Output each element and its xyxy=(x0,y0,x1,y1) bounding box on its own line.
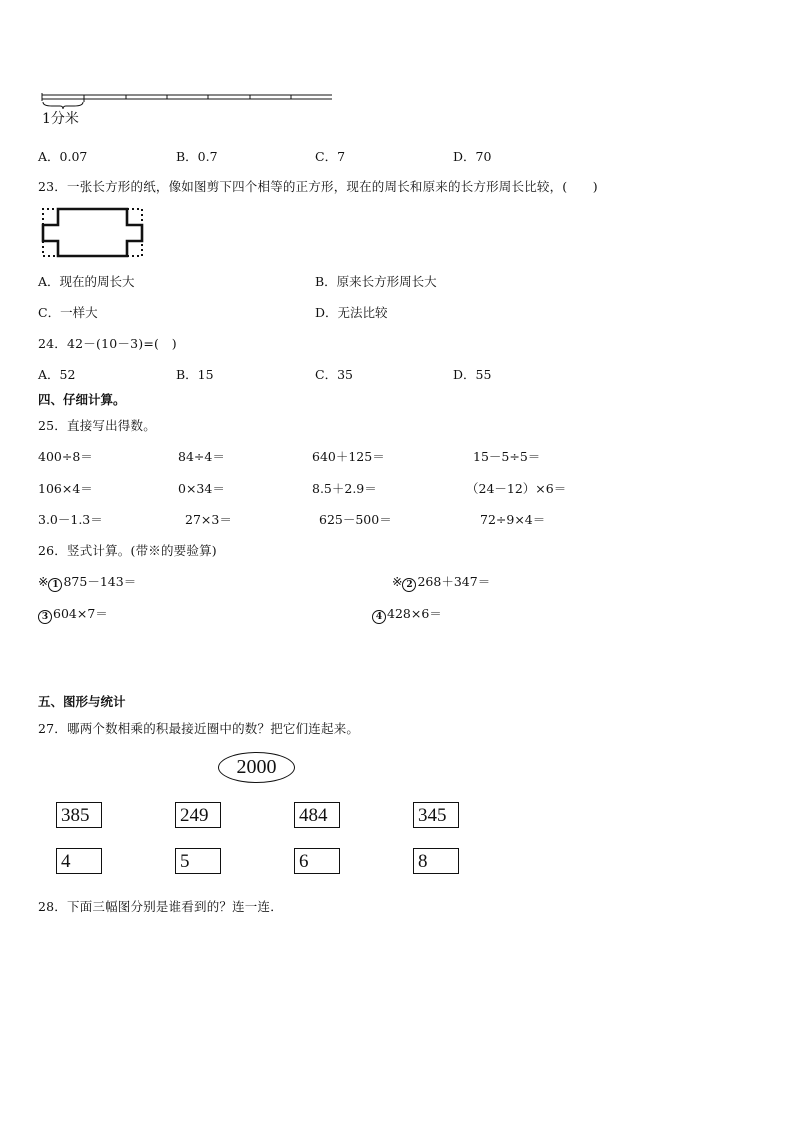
q24-option-c[interactable]: C．35 xyxy=(315,367,353,382)
number-box-bottom-2[interactable]: 5 xyxy=(175,848,221,874)
calc-item: 72÷9×4＝ xyxy=(480,512,546,527)
calc-item: （24－12）×6＝ xyxy=(466,481,567,496)
calc-item: 27×3＝ xyxy=(185,512,232,527)
circled-number: 3 xyxy=(38,610,52,624)
calc-item: 3.0－1.3＝ xyxy=(38,512,103,527)
target-number-oval: 2000 xyxy=(218,752,295,783)
calc-item: 640＋125＝ xyxy=(312,449,385,464)
calc-item: 8.5＋2.9＝ xyxy=(312,481,377,496)
q22-option-a[interactable]: A．0.07 xyxy=(38,149,88,164)
circled-number: 4 xyxy=(372,610,386,624)
vertical-calc-2 xyxy=(392,572,490,592)
q25-text: 25．直接写出得数。 xyxy=(38,418,156,433)
verify-mark: ※ xyxy=(38,574,49,589)
circled-number: 2 xyxy=(402,578,416,592)
vertical-calc-3 xyxy=(38,604,108,624)
q22-option-c[interactable]: C．7 xyxy=(315,149,346,164)
circled-number: 1 xyxy=(48,578,62,592)
calc-expression: 875－143＝ xyxy=(63,574,137,589)
section-five-title: 五、图形与统计 xyxy=(38,694,126,709)
ruler-figure xyxy=(40,90,340,130)
q23-option-b[interactable]: B．原来长方形周长大 xyxy=(315,274,437,289)
q22-option-b[interactable]: B．0.7 xyxy=(176,149,218,164)
paper-cut-figure xyxy=(40,205,146,261)
ruler-label: 1分米 xyxy=(42,111,79,127)
number-box-bottom-4[interactable]: 8 xyxy=(413,848,459,874)
q28-text: 28．下面三幅图分别是谁看到的？连一连． xyxy=(38,899,283,914)
calc-item: 106×4＝ xyxy=(38,481,93,496)
calc-item: 84÷4＝ xyxy=(178,449,225,464)
q22-option-d[interactable]: D．70 xyxy=(453,149,492,164)
calc-item: 625－500＝ xyxy=(319,512,392,527)
calc-expression: 428×6＝ xyxy=(387,606,442,621)
q26-text: 26．竖式计算。(带※的要验算) xyxy=(38,543,217,558)
q27-text: 27．哪两个数相乘的积最接近圈中的数？把它们连起来。 xyxy=(38,721,360,736)
vertical-calc-1 xyxy=(38,572,136,592)
q24-option-b[interactable]: B．15 xyxy=(176,367,214,382)
calc-item: 400÷8＝ xyxy=(38,449,93,464)
vertical-calc-4 xyxy=(372,604,442,624)
calc-expression: 604×7＝ xyxy=(53,606,108,621)
number-box-top-1[interactable]: 385 xyxy=(56,802,102,828)
q24-text: 24．42－(10－3)=( ) xyxy=(38,336,177,351)
section-four-title: 四、仔细计算。 xyxy=(38,392,126,407)
number-box-bottom-1[interactable]: 4 xyxy=(56,848,102,874)
q23-option-a[interactable]: A．现在的周长大 xyxy=(38,274,135,289)
calc-expression: 268＋347＝ xyxy=(417,574,491,589)
calc-item: 15－5÷5＝ xyxy=(473,449,541,464)
q24-option-d[interactable]: D．55 xyxy=(453,367,492,382)
q24-option-a[interactable]: A．52 xyxy=(38,367,76,382)
number-box-top-3[interactable]: 484 xyxy=(294,802,340,828)
verify-mark: ※ xyxy=(392,574,403,589)
number-box-bottom-3[interactable]: 6 xyxy=(294,848,340,874)
q23-text: 23．一张长方形的纸，像如图剪下四个相等的正方形，现在的周长和原来的长方形周长比较，( ) xyxy=(38,179,598,194)
q23-option-c[interactable]: C．一样大 xyxy=(38,305,98,320)
q23-option-d[interactable]: D．无法比较 xyxy=(315,305,388,320)
number-box-top-2[interactable]: 249 xyxy=(175,802,221,828)
number-box-top-4[interactable]: 345 xyxy=(413,802,459,828)
calc-item: 0×34＝ xyxy=(178,481,225,496)
